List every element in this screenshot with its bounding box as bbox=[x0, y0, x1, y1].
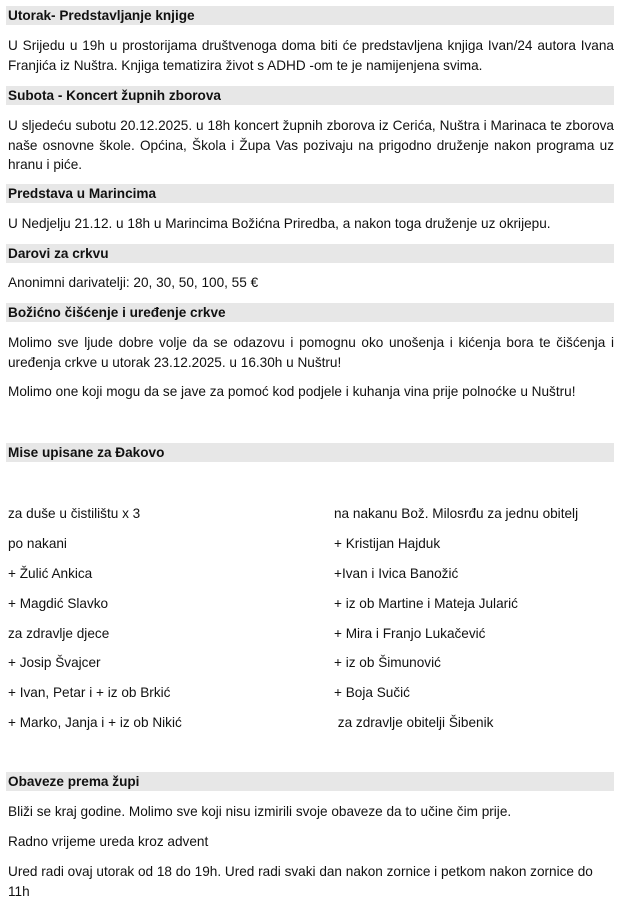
book-presentation-heading: Utorak- Predstavljanje knjige bbox=[6, 6, 614, 25]
church-gifts-text: Anonimni darivatelji: 20, 30, 50, 100, 55 € bbox=[8, 275, 259, 290]
mass-intention: za duše u čistilištu x 3 bbox=[8, 506, 141, 521]
mass-intention: + Josip Švajcer bbox=[8, 655, 101, 670]
mass-intention: + Kristijan Hajduk bbox=[334, 536, 441, 551]
church-cleaning-text: Molimo sve ljude dobre volje da se odazovu i pomognu oko unošenja i kićenja bora te čišćenja i uređenja crkve u utorak 23.12.2025. u 16.30h u Nuštru! bbox=[8, 335, 614, 370]
marinci-play-heading: Predstava u Marincima bbox=[6, 184, 614, 203]
office-hours-title: Radno vrijeme ureda kroz advent bbox=[8, 834, 209, 849]
mass-intention: + Marko, Janja i + iz ob Nikić bbox=[8, 715, 182, 730]
mass-intention: + Žulić Ankica bbox=[8, 566, 93, 581]
mass-intention: + Magdić Slavko bbox=[8, 596, 109, 611]
mass-intention: +Ivan i Ivica Banožić bbox=[334, 566, 459, 581]
mass-intention: za zdravlje obitelji Šibenik bbox=[334, 715, 494, 730]
mass-intention: za zdravlje djece bbox=[8, 626, 110, 641]
office-hours-text: Ured radi ovaj utorak od 18 do 19h. Ured radi svaki dan nakon zornice i petkom nakon zornice do 11h bbox=[8, 864, 593, 899]
mass-intention: + Boja Sučić bbox=[334, 685, 410, 700]
mass-intention: + iz ob Martine i Mateja Jularić bbox=[334, 596, 518, 611]
choir-concert-heading: Subota - Koncert župnih zborova bbox=[6, 86, 614, 105]
masses-heading: Mise upisane za Đakovo bbox=[6, 443, 614, 462]
mass-intention: po nakani bbox=[8, 536, 67, 551]
book-presentation-text: U Srijedu u 19h u prostorijama društvenoga doma biti će predstavljena knjiga Ivan/24 autora Ivana Franjića iz Nuštra. Knjiga tematizira život s ADHD -om te je namijenjena svima. bbox=[8, 38, 614, 73]
mulled-wine-help-text: Molimo one koji mogu da se jave za pomoć kod podjele i kuhanja vina prije polnoćke u Nuštru! bbox=[8, 384, 576, 399]
mass-intention: na nakanu Bož. Milosrđu za jednu obitelj bbox=[334, 506, 579, 521]
marinci-play-text: U Nedjelju 21.12. u 18h u Marincima Božićna Priredba, a nakon toga druženje uz okrijepu. bbox=[8, 216, 551, 231]
parish-obligations-text: Bliži se kraj godine. Molimo sve koji nisu izmirili svoje obaveze da to učine čim prije. bbox=[8, 804, 512, 819]
mass-intention: + iz ob Šimunović bbox=[334, 655, 441, 670]
choir-concert-text: U sljedeću subotu 20.12.2025. u 18h koncert župnih zborova iz Cerića, Nuštra i Marinaca te zborova naše osnovne škole. Općina, Škola i Župa Vas pozivaju na prigodno druženje nakon programa uz hranu i piće. bbox=[8, 118, 614, 172]
church-cleaning-heading: Božićno čišćenje i uređenje crkve bbox=[6, 303, 614, 322]
mass-intention: + Ivan, Petar i + iz ob Brkić bbox=[8, 685, 171, 700]
parish-obligations-heading: Obaveze prema župi bbox=[6, 772, 614, 791]
church-gifts-heading: Darovi za crkvu bbox=[6, 244, 614, 263]
mass-intention: + Mira i Franjo Lukačević bbox=[334, 626, 486, 641]
